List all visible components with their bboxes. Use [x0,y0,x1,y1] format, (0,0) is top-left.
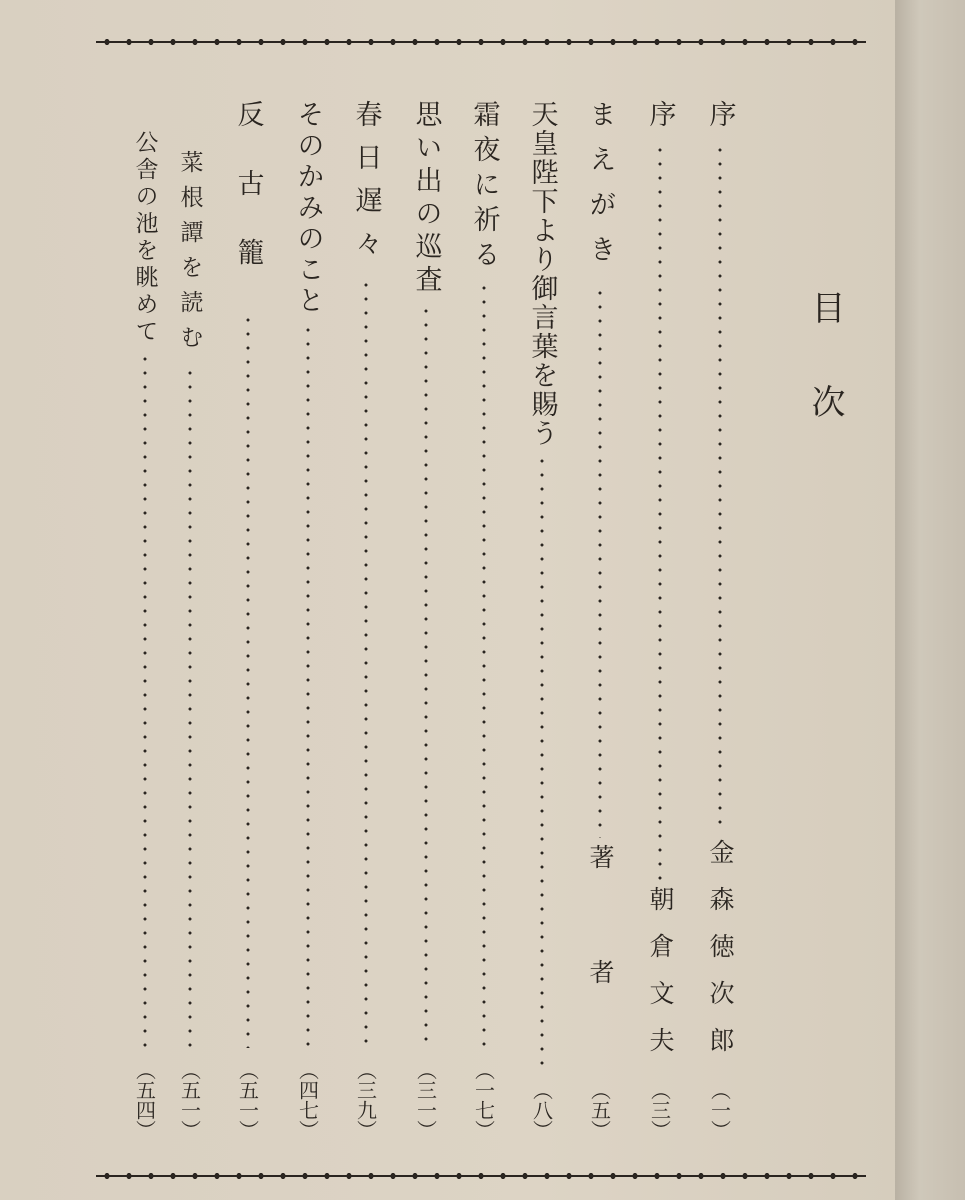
toc-entry-page: （五） [587,1080,612,1140]
toc-entry[interactable] [285,100,331,1140]
toc-entry-title: 公舎の池を眺めて [131,130,158,346]
toc-entry[interactable] [225,100,271,1140]
toc-entry-page: （五一） [235,1060,260,1140]
toc-entry-author: 朝倉文夫 [646,886,675,1074]
dot-leader [167,366,213,1048]
toc-entry-title: そのかみのこと [292,100,324,317]
toc-subentry[interactable] [167,150,213,1140]
toc-entry-title: 天皇陛下より御言葉を賜う [526,100,558,448]
toc-entry-page: （五四） [132,1060,157,1140]
toc-entry-page: （一） [707,1080,732,1140]
toc-entry[interactable] [461,100,507,1140]
dot-leader [697,143,743,833]
toc-entry-title: 思い出の巡査 [410,100,442,298]
toc-entry-title: まえがき [584,100,616,280]
toc-entry[interactable] [577,100,623,1140]
dot-leader [403,304,449,1048]
toc-entry[interactable] [637,100,683,1140]
dot-leader [637,143,683,880]
dot-leader [122,352,168,1048]
toc-entry-page: （五一） [177,1060,202,1140]
toc-entry-page: （三九） [353,1060,378,1140]
bottom-ornamental-rule [96,1170,866,1182]
toc-entry-title: 反古籠 [232,100,264,307]
toc-heading: 目次 [805,290,845,478]
toc-entry-page: （四七） [295,1060,320,1140]
toc-entry-author: 金森徳次郎 [706,839,735,1074]
toc-subentry[interactable] [122,130,168,1140]
dot-leader [285,323,331,1048]
dot-leader [577,286,623,838]
top-ornamental-rule [96,36,866,48]
facing-page-edge [895,0,965,1200]
toc-entry[interactable] [519,100,565,1140]
toc-entry-page: （八） [529,1080,554,1140]
toc-entry-page: （三一） [413,1060,438,1140]
toc-entry-title: 序 [704,100,736,137]
toc-entry-title: 霜夜に祈る [468,100,500,275]
toc-entry-title: 序 [644,100,676,137]
toc-entry-title: 春日遅々 [350,100,382,272]
toc-entry-page: （三） [647,1080,672,1140]
toc-entry[interactable] [403,100,449,1140]
toc-entry-page: （一七） [471,1060,496,1140]
toc-entry-title: 菜根譚を読む [176,150,203,360]
toc-entry[interactable] [343,100,389,1140]
dot-leader [225,313,271,1048]
dot-leader [461,281,507,1048]
dot-leader [343,278,389,1048]
toc-entry[interactable] [697,100,743,1140]
toc-entry-author: 著者 [586,844,615,1074]
dot-leader [519,454,565,1068]
